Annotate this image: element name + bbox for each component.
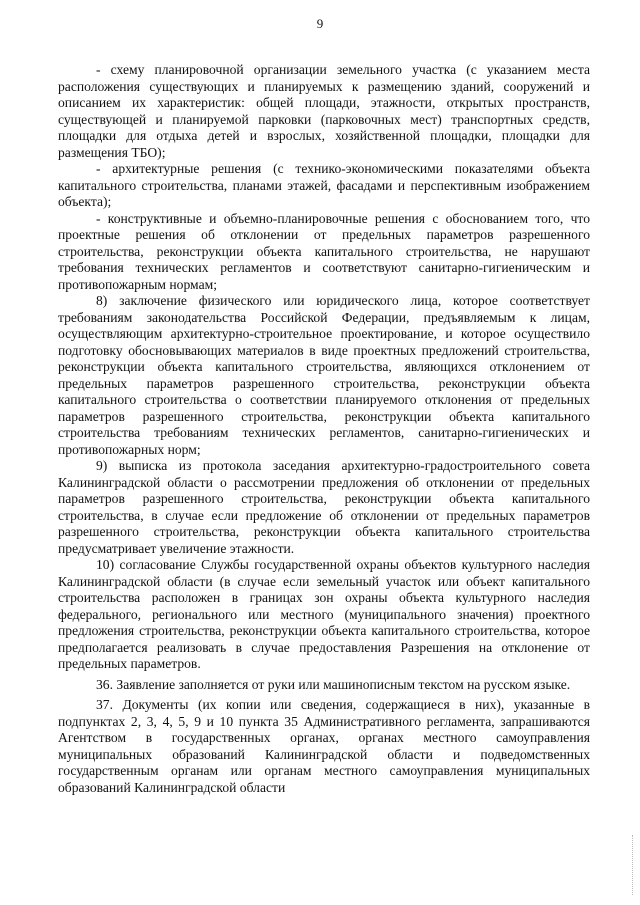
paragraph-item-9: 9) выписка из протокола заседания архитектурно-градостроительного совета Калининградской области о рассмотрении предложения об отклонении от предельных параметров разрешенного строительства, реконструкции объекта капитального строительства, в случае если предложение об отклонении от предельных параметров разрешенного строительства, реконструкции объекта капитального строительства предусматривает увеличение этажности.	[58, 458, 590, 556]
paragraph-item-8: 8) заключение физического или юридического лица, которое соответствует требованиям законодательства Российской Федерации, предъявляемым к лицам, осуществляющим архитектурно-строительное проектирование, и которое осуществило подготовку обосновывающих материалов в виде проектных предложений строительства, реконструкции объекта капитального строительства, являющихся отклонением от предельных параметров разрешенного строительства, реконструкции объекта капитального строительства о соответствии планируемого отклонения от предельных параметров разрешенного строительства, реконструкции объекта капитального строительства требованиям технических регламентов, санитарно-гигиенических и противопожарных норм;	[58, 293, 590, 457]
document-body	[58, 62, 590, 796]
page-number: 9	[316, 16, 324, 31]
paragraph-section-36: 36. Заявление заполняется от руки или машинописным текстом на русском языке.	[96, 676, 571, 692]
paragraph-planning-scheme: - схему планировочной организации земельного участка (с указанием места расположения существующих и планируемых к размещению зданий, сооружений и описанием их характеристик: общей площади, этажности, открытых пространств, существующей и планируемой парковки (парковочных мест) транспортных средств, площадки для отдыха детей и взрослых, хозяйственной площадки, площадки для размещения ТБО);	[58, 62, 590, 160]
paragraph-architectural-solutions: - архитектурные решения (с технико-экономическими показателями объекта капитального строительства, планами этажей, фасадами и перспективным изображением объекта);	[58, 161, 590, 209]
paragraph-item-10: 10) согласование Службы государственной охраны объектов культурного наследия Калининградской области (в случае если земельный участок или объект капитального строительства расположен в границах зон охраны объекта культурного наследия федерального, регионального или местного (муниципального значения) проектного предложения строительства, реконструкции объекта капитального строительства, которое предполагается реализовать в случае предоставления Разрешения на отклонение от предельных параметров.	[58, 557, 590, 671]
scan-margin-mark	[632, 835, 636, 895]
paragraph-section-37: 37. Документы (их копии или сведения, содержащиеся в них), указанные в подпунктах 2, 3, 4, 5, 9 и 10 пункта 35 Административного регламента, запрашиваются Агентством в государственных органах, органах местного самоуправления муниципальных образований Калининградской области и подведомственных государственным органам или органам местного самоуправления муниципальных образований Калининградской области	[58, 697, 590, 795]
paragraph-structural-solutions: - конструктивные и объемно-планировочные решения с обоснованием того, что проектные решения об отклонении от предельных параметров разрешенного строительства, реконструкции объекта капитального строительства, не нарушают требования технических регламентов и соответствуют санитарно-гигиеническим и противопожарным нормам;	[58, 210, 590, 292]
